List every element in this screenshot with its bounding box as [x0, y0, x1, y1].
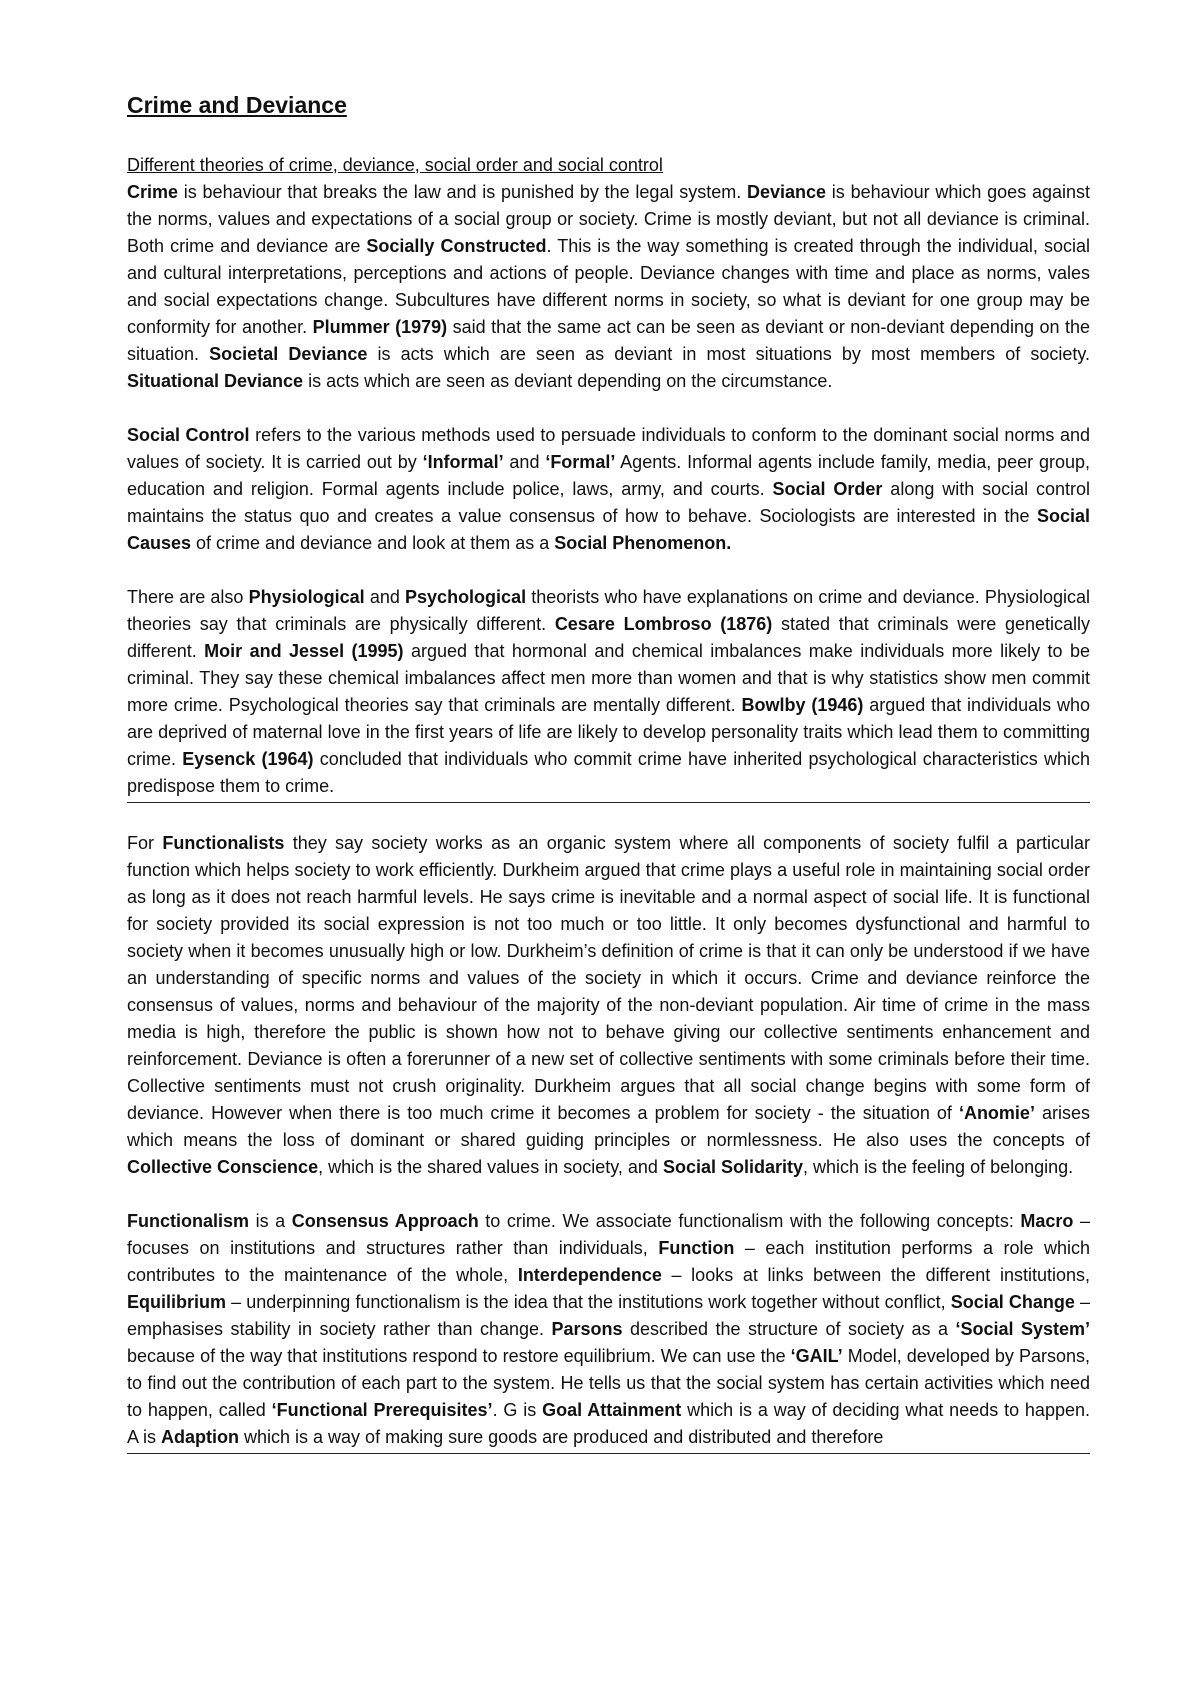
text-run: said that the same act can be seen as deviant or non-deviant depending on the situation.: [127, 316, 1090, 364]
bold-term: Situational Deviance: [127, 370, 304, 391]
text-run: to crime. We associate functionalism with the following concepts:: [478, 1210, 1021, 1231]
text-run: stated that criminals were genetically different.: [127, 613, 1090, 661]
text-run: and: [364, 586, 406, 607]
bold-term: ‘Functional Prerequisites’: [271, 1399, 493, 1420]
bold-term: ‘GAIL’: [790, 1345, 843, 1366]
text-run: – each institution performs a role which contributes to the maintenance of the whole,: [127, 1237, 1091, 1285]
bold-term: Moir and Jessel (1995): [204, 640, 404, 661]
text-run: of crime and deviance and look at them as a: [191, 532, 555, 553]
section-subheading: Different theories of crime, deviance, social order and social control: [127, 154, 663, 175]
text-run: is behaviour which goes against the norms, values and expectations of a social group or society. Crime is mostly deviant, but not all deviance is criminal. Both crime and deviance are: [127, 181, 1090, 256]
text-run: argued that individuals who are deprived of maternal love in the first years of life are likely to develop personality traits which lead them to committing crime.: [127, 694, 1090, 769]
bold-term: Functionalism: [127, 1210, 250, 1231]
text-run: is acts which are seen as deviant depending on the circumstance.: [303, 370, 833, 391]
bold-term: Social Phenomenon.: [554, 532, 732, 553]
text-run: , which is the shared values in society, and: [318, 1156, 663, 1177]
text-run: they say society works as an organic system where all components of society fulfil a particular function which helps society to work efficiently. Durkheim argued that crime plays a useful role in maintaining social order as long as it does not reach harmful levels. He says crime is inevitable and a normal aspect of social life. It is functional for society provided its social expression is not too much or too little. It only becomes dysfunctional and harmful to society when it becomes unusually high or low. Durkheim’s definition of crime is that it can only be understood if we have an understanding of specific norms and values of the society in which it occurs. Crime and deviance reinforce the consensus of values, norms and behaviour of the majority of the non-deviant population. Air time of crime in the mass media is high, therefore the public is shown how not to behave giving our collective sentiments enhancement and reinforcement. Deviance is often a forerunner of a new set of collective sentiments with some criminals before their time. Collective sentiments must not crush originality. Durkheim argues that all social change begins with some form of deviance. However when there is too much crime it becomes a problem for society - the situation of: [127, 832, 1090, 1123]
section-divider: [127, 802, 1090, 803]
page-title: Crime and Deviance: [127, 92, 347, 118]
bold-term: Adaption: [161, 1426, 240, 1447]
bold-term: Collective Conscience: [127, 1156, 319, 1177]
text-run: concluded that individuals who commit crime have inherited psychological characteristics which predispose them to crime.: [127, 748, 1091, 796]
text-run: – underpinning functionalism is the idea that the institutions work together without conflict,: [226, 1291, 951, 1312]
text-run: , which is the feeling of belonging.: [802, 1156, 1074, 1177]
text-run: . G is: [492, 1399, 543, 1420]
text-run: arises which means the loss of dominant or shared guiding principles or normlessness. He also uses the concepts of: [127, 1102, 1090, 1150]
bold-term: Social Order: [772, 478, 883, 499]
text-run: . This is the way something is created through the individual, social and cultural interpretations, perceptions and actions of people. Deviance changes with time and place as norms, vales and social expectations change. Subcultures have different norms in society, so what is deviant for one group may be conformity for another.: [127, 235, 1090, 337]
text-run: Model, developed by Parsons, to find out the contribution of each part to the system. He tells us that the social system has certain activities which need to happen, called: [127, 1345, 1090, 1420]
bold-term: Social Causes: [127, 505, 1090, 553]
bold-term: Crime: [127, 181, 179, 202]
paragraph-functionalism-consensus: [127, 1208, 1090, 1451]
bold-term: Equilibrium: [127, 1291, 226, 1312]
paragraph-functionalists: [127, 830, 1090, 1181]
text-run: argued that hormonal and chemical imbalances make individuals more likely to be criminal. They say these chemical imbalances affect men more than women and that is why statistics show men commit more crime. Psychological theories say that criminals are mentally different.: [127, 640, 1091, 715]
paragraph-social-control: [127, 422, 1090, 557]
bold-term: ‘Social System’: [955, 1318, 1090, 1339]
bold-term: Plummer (1979): [312, 316, 448, 337]
text-run: is a: [249, 1210, 292, 1231]
bold-term: Physiological: [248, 586, 365, 607]
bold-term: Deviance: [746, 181, 827, 202]
bold-term: Social Change: [950, 1291, 1075, 1312]
text-run: – emphasises stability in society rather than change.: [127, 1291, 1090, 1339]
bold-term: ‘Informal’: [422, 451, 504, 472]
bold-term: Societal Deviance: [209, 343, 368, 364]
bold-term: Psychological: [405, 586, 527, 607]
bold-term: Social Solidarity: [662, 1156, 803, 1177]
text-run: There are also: [127, 586, 249, 607]
text-run: – looks at links between the different institutions,: [661, 1264, 1090, 1285]
bold-term: Social Control: [127, 424, 250, 445]
bold-term: Eysenck (1964): [182, 748, 314, 769]
bold-term: Functionalists: [162, 832, 285, 853]
bold-term: Socially Constructed: [366, 235, 547, 256]
bold-term: ‘Formal’: [545, 451, 616, 472]
bold-term: Macro: [1020, 1210, 1074, 1231]
bold-term: Cesare Lombroso (1876): [554, 613, 773, 634]
bold-term: Parsons: [551, 1318, 623, 1339]
text-run: because of the way that institutions respond to restore equilibrium. We can use the: [127, 1345, 791, 1366]
bottom-divider: [127, 1453, 1090, 1454]
bold-term: Goal Attainment: [542, 1399, 682, 1420]
text-run: Agents. Informal agents include family, media, peer group, education and religion. Formal agents include police, laws, army, and courts.: [127, 451, 1091, 499]
bold-term: Interdependence: [517, 1264, 662, 1285]
text-run: described the structure of society as a: [622, 1318, 956, 1339]
paragraph-definitions: [127, 179, 1090, 395]
text-run: is behaviour that breaks the law and is punished by the legal system.: [178, 181, 747, 202]
text-run: theorists who have explanations on crime and deviance. Physiological theories say that criminals are physically different.: [127, 586, 1090, 634]
text-run: – focuses on institutions and structures rather than individuals,: [127, 1210, 1091, 1258]
paragraph-physiological-psychological: [127, 584, 1090, 800]
text-run: For: [127, 832, 163, 853]
text-run: which is a way of deciding what needs to happen. A is: [127, 1399, 1090, 1447]
bold-term: ‘Anomie’: [958, 1102, 1035, 1123]
text-run: which is a way of making sure goods are produced and distributed and therefore: [239, 1426, 884, 1447]
bold-term: Function: [658, 1237, 735, 1258]
text-run: and: [503, 451, 546, 472]
bold-term: Consensus Approach: [291, 1210, 479, 1231]
text-run: is acts which are seen as deviant in most situations by most members of society.: [367, 343, 1091, 364]
bold-term: Bowlby (1946): [741, 694, 864, 715]
text-run: along with social control maintains the status quo and creates a value consensus of how to behave. Sociologists are interested in the: [127, 478, 1090, 526]
text-run: refers to the various methods used to persuade individuals to conform to the dominant social norms and values of society. It is carried out by: [127, 424, 1090, 472]
